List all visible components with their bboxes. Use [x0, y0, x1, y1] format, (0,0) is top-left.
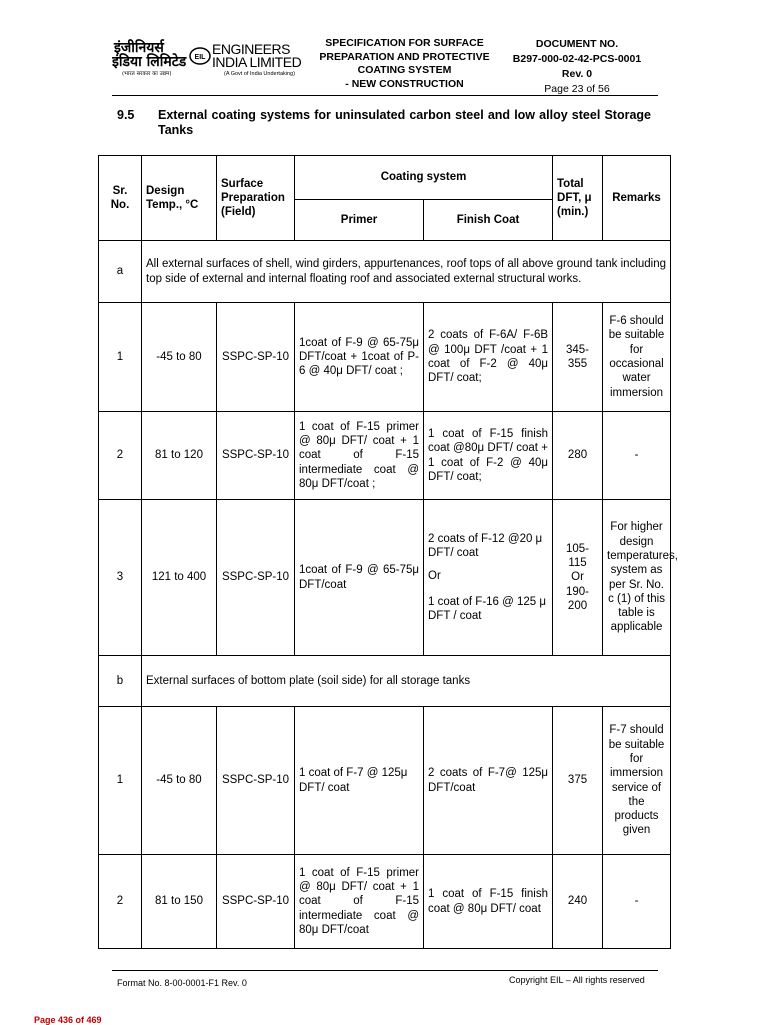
cell-remarks: F-6 should be suitable for occasional water immersion: [603, 303, 671, 412]
cell-sr: 1: [99, 707, 142, 855]
section-number: 9.5: [117, 108, 135, 122]
group-row-b: [99, 656, 671, 707]
logo-hindi-line2: इंडिया लिमिटेड: [112, 54, 187, 70]
document-number-label: DOCUMENT NO.: [535, 38, 619, 50]
cell-primer: 1coat of F-9 @ 65-75μ DFT/coat: [295, 500, 424, 656]
logo-badge-text: EIL: [194, 54, 206, 61]
cell-dft: 280: [553, 412, 603, 500]
col-header-finish-coat: Finish Coat: [424, 200, 553, 241]
cell-prep: SSPC-SP-10: [217, 303, 295, 412]
table-row: [99, 707, 671, 855]
cell-dft: 375: [553, 707, 603, 855]
cell-finish: 1 coat of F-15 finish coat @ 80μ DFT/ coat: [424, 855, 553, 949]
finish-option-1: 2 coats of F-12 @20 μ DFT/ coat: [428, 532, 543, 560]
spec-line-3: COATING SYSTEM: [357, 64, 452, 76]
cell-primer: 1 coat of F-7 @ 125μ DFT/ coat: [295, 707, 424, 855]
cell-primer: 1coat of F-9 @ 65-75μ DFT/coat + 1coat of P-6 @ 40μ DFT/ coat ;: [295, 303, 424, 412]
document-info-block: [506, 37, 648, 97]
col-header-remarks: Remarks: [603, 156, 671, 241]
spec-line-4: - NEW CONSTRUCTION: [345, 77, 464, 90]
dft-option-2: 190-200: [566, 585, 590, 612]
cell-remarks: -: [603, 412, 671, 500]
document-number: B297-000-02-42-PCS-0001: [512, 53, 642, 65]
cell-prep: SSPC-SP-10: [217, 707, 295, 855]
group-description: All external surfaces of shell, wind girders, appurtenances, roof tops of all above ground tank including top side of external and internal floating roof and associated external structural works.: [142, 241, 671, 303]
cell-sr: 3: [99, 500, 142, 656]
group-description: External surfaces of bottom plate (soil side) for all storage tanks: [142, 656, 671, 707]
cell-finish: 2 coats of F-6A/ F-6B @ 100μ DFT /coat + 1 coat of F-2 @ 40μ DFT/ coat;: [424, 303, 553, 412]
pdf-page-count: Page 436 of 469: [34, 1015, 102, 1025]
group-row-a: [99, 241, 671, 303]
table-row: [99, 412, 671, 500]
cell-prep: SSPC-SP-10: [217, 855, 295, 949]
cell-temp: 81 to 150: [142, 855, 217, 949]
logo-hindi-line1: इंजीनियर्स: [114, 40, 164, 56]
copyright: Copyright EIL – All rights reserved: [509, 975, 645, 985]
cell-remarks: F-7 should be suitable for immersion service of the products given: [603, 707, 671, 855]
cell-finish: [424, 500, 553, 656]
footer-divider: [112, 970, 658, 971]
table-row: [99, 855, 671, 949]
logo-hindi-sub: (भारत सरकार का उद्यम): [122, 71, 172, 77]
cell-finish: 2 coats of F-7@ 125μ DFT/coat: [424, 707, 553, 855]
cell-sr: 2: [99, 855, 142, 949]
section-title: External coating systems for uninsulated carbon steel and low alloy steel Storage Tanks: [158, 108, 651, 137]
spec-title-block: [302, 37, 507, 91]
logo-english-sub: (A Govt of India Undertaking): [224, 71, 295, 77]
revision: Rev. 0: [561, 68, 593, 80]
dft-option-1: 105-115: [566, 542, 590, 570]
cell-primer: 1 coat of F-15 primer @ 80μ DFT/ coat + 1 coat of F-15 intermediate coat @ 80μ DFT/coat ;: [295, 412, 424, 500]
cell-remarks: For higher design temperatures, system as per Sr. No. c (1) of this table is applicable: [603, 500, 671, 656]
table-row: [99, 303, 671, 412]
group-label: b: [99, 656, 142, 707]
cell-sr: 1: [99, 303, 142, 412]
col-header-total-dft: Total DFT, μ (min.): [553, 156, 603, 241]
cell-temp: 81 to 120: [142, 412, 217, 500]
cell-temp: 121 to 400: [142, 500, 217, 656]
logo-english-line1: ENGINEERS: [212, 41, 290, 57]
coating-systems-table: [98, 155, 678, 949]
format-number: Format No. 8-00-0001-F1 Rev. 0: [117, 978, 247, 988]
cell-temp: -45 to 80: [142, 707, 217, 855]
spec-line-1: SPECIFICATION FOR SURFACE: [325, 37, 484, 49]
dft-or: Or: [571, 571, 584, 584]
col-header-primer: Primer: [295, 200, 424, 241]
cell-prep: SSPC-SP-10: [217, 500, 295, 656]
header-row: [99, 156, 671, 200]
logo-english-line2: INDIA LIMITED: [212, 54, 302, 70]
spec-line-2: PREPARATION AND PROTECTIVE: [319, 50, 490, 63]
cell-dft: 240: [553, 855, 603, 949]
cell-sr: 2: [99, 412, 142, 500]
group-label: a: [99, 241, 142, 303]
header-divider: [112, 95, 658, 96]
col-header-sr-no: Sr. No.: [99, 156, 142, 241]
cell-prep: SSPC-SP-10: [217, 412, 295, 500]
cell-temp: -45 to 80: [142, 303, 217, 412]
eil-logo: [112, 38, 302, 78]
cell-dft: [553, 500, 603, 656]
col-header-coating-system: Coating system: [295, 156, 553, 200]
cell-finish: 1 coat of F-15 finish coat @80μ DFT/ coat + 1 coat of F-2 @ 40μ DFT/ coat;: [424, 412, 553, 500]
page-number: Page 23 of 56: [544, 83, 610, 95]
col-header-design-temp: Design Temp., °C: [142, 156, 217, 241]
cell-dft: 345-355: [553, 303, 603, 412]
cell-primer: 1 coat of F-15 primer @ 80μ DFT/ coat + 1 coat of F-15 intermediate coat @ 80μ DFT/coat: [295, 855, 424, 949]
finish-option-2: 1 coat of F-16 @ 125 μ DFT / coat: [428, 595, 547, 622]
cell-remarks: -: [603, 855, 671, 949]
finish-or: Or: [428, 570, 441, 583]
table-row: [99, 500, 671, 656]
col-header-surface-prep: Surface Preparation (Field): [217, 156, 295, 241]
